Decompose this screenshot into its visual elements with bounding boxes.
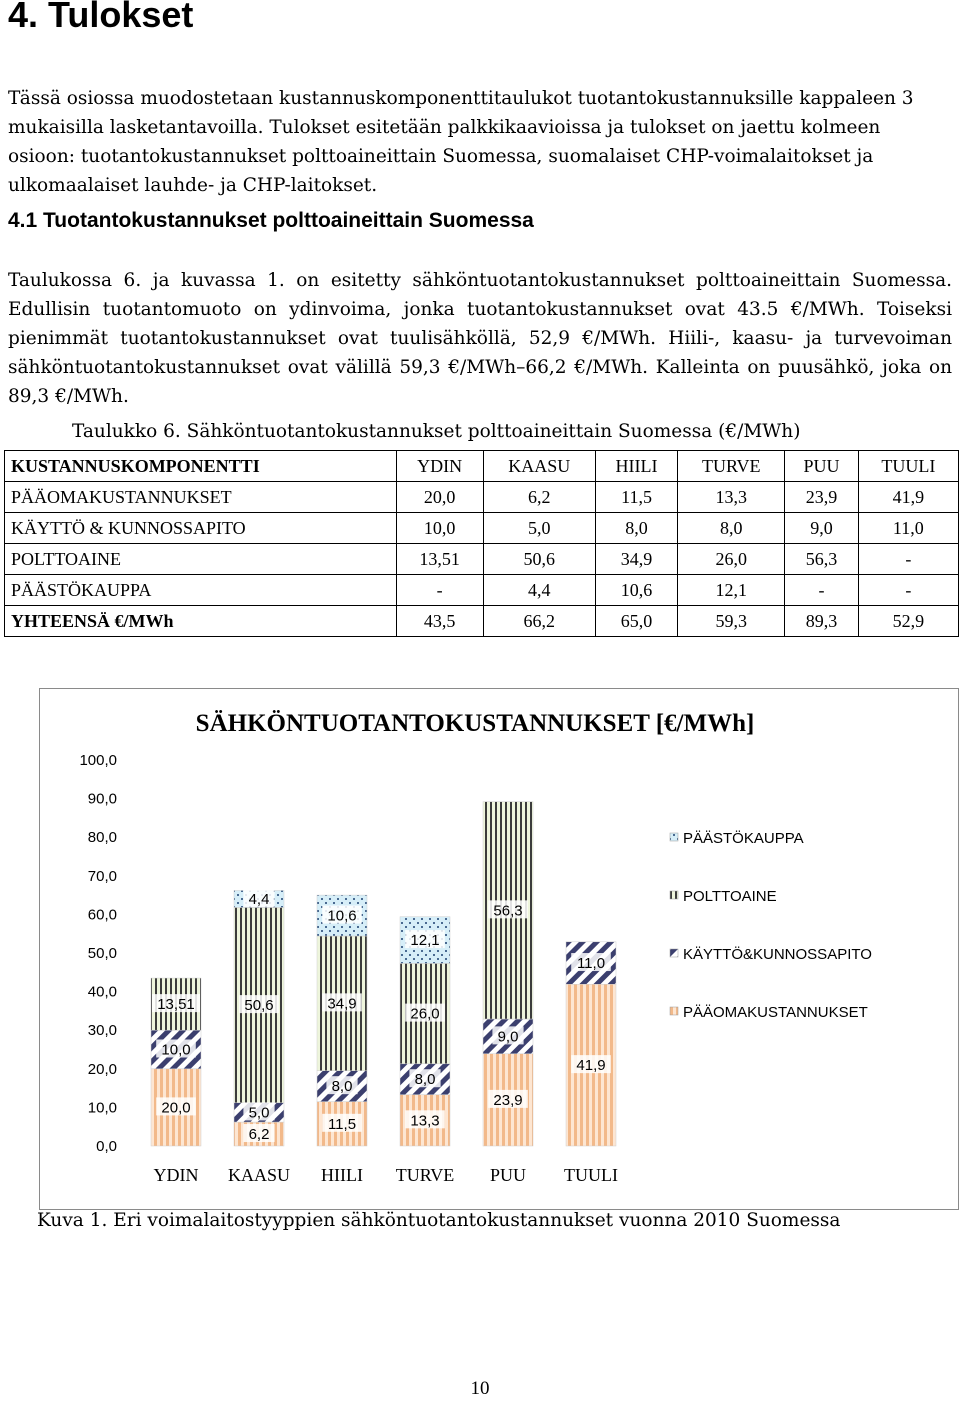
data-label: 8,0 [331, 1078, 353, 1096]
data-label: 4,4 [248, 890, 270, 908]
legend-swatch [670, 891, 678, 899]
data-label: 12,1 [410, 932, 440, 950]
table-cell: 12,1 [678, 575, 785, 606]
data-label: 56,3 [493, 902, 523, 920]
y-tick-label: 90,0 [87, 790, 117, 808]
chart-title: SÄHKÖNTUOTANTOKUSTANNUKSET [€/MWh] [195, 710, 755, 737]
table-cell: 10,0 [396, 513, 483, 544]
y-tick-label: 100,0 [79, 752, 117, 769]
y-tick-label: 70,0 [87, 867, 117, 885]
table-cell: 26,0 [678, 544, 785, 575]
x-tick-label: TURVE [395, 1165, 455, 1185]
y-tick-label: 0,0 [96, 1138, 117, 1155]
section-title: 4. Tulokset [8, 0, 194, 35]
data-label: 20,0 [161, 1099, 191, 1117]
data-label: 9,0 [497, 1028, 519, 1046]
table-cell: YHTEENSÄ €/MWh [5, 606, 397, 637]
table-header-cell: TUULI [858, 451, 958, 482]
x-tick-label: PUU [489, 1165, 527, 1185]
y-tick-label: 50,0 [87, 945, 117, 962]
table-cell: 11,5 [595, 482, 677, 513]
table-header-cell: YDIN [396, 451, 483, 482]
table-cell: KÄYTTÖ & KUNNOSSAPITO [5, 513, 397, 544]
table-row [5, 544, 959, 575]
page-number: 10 [470, 1378, 490, 1399]
table-cell: 5,0 [483, 513, 595, 544]
table-cell: 52,9 [858, 606, 958, 637]
y-tick-label: 30,0 [87, 1022, 117, 1040]
table-cell: 6,2 [483, 482, 595, 513]
legend-swatch [670, 833, 678, 841]
data-label: 26,0 [410, 1005, 440, 1023]
table-cell: - [858, 575, 958, 606]
subsection-title: 4.1 Tuotantokustannukset polttoaineittain Suomessa [8, 209, 534, 232]
table-cell: 9,0 [785, 513, 858, 544]
legend-label: PÄÄSTÖKAUPPA [683, 830, 804, 847]
table-total-row [5, 606, 959, 637]
table-cell: PÄÄSTÖKAUPPA [5, 575, 397, 606]
y-tick-label: 20,0 [87, 1060, 117, 1078]
data-label: 5,0 [248, 1104, 270, 1122]
x-tick-label: HIILI [321, 1165, 363, 1185]
table-caption: Taulukko 6. Sähköntuotantokustannukset polttoaineittain Suomessa (€/MWh) [72, 421, 801, 442]
table-cell: 13,3 [678, 482, 785, 513]
figure-caption: Kuva 1. Eri voimalaitostyyppien sähköntuotantokustannukset vuonna 2010 Suomessa [37, 1210, 841, 1231]
table-cell: 8,0 [678, 513, 785, 544]
table-cell: 50,6 [483, 544, 595, 575]
table-header-cell: PUU [785, 451, 858, 482]
cost-chart [40, 689, 958, 1209]
table-cell: 89,3 [785, 606, 858, 637]
table-cell: PÄÄOMAKUSTANNUKSET [5, 482, 397, 513]
data-label: 8,0 [414, 1071, 436, 1089]
table-cell: 13,51 [396, 544, 483, 575]
legend-label: PÄÄOMAKUSTANNUKSET [683, 1004, 868, 1021]
table-cell: 4,4 [483, 575, 595, 606]
data-label: 6,2 [248, 1126, 270, 1144]
table-cell: 34,9 [595, 544, 677, 575]
data-label: 11,0 [576, 955, 606, 973]
intro-paragraph: Tässä osiossa muodostetaan kustannuskomponenttitaulukot tuotantokustannuksille kappaleen 3 mukaisilla lasketantavoilla. Tulokset esitetään palkkikaavioissa ja tulokset on jaettu kolmeen osioon: tuotantokustannukset polttoaineittain Suomessa, suomalaiset CHP-voimalaitokset ja ulkomaalaiset lauhde- ja CHP-laitokset. [8, 88, 914, 196]
legend-swatch [670, 1007, 678, 1015]
data-label: 10,0 [161, 1041, 191, 1059]
y-tick-label: 10,0 [87, 1099, 117, 1117]
cost-chart-frame [39, 688, 959, 1210]
table-cell: 43,5 [396, 606, 483, 637]
table-cell: 41,9 [858, 482, 958, 513]
table-cell: - [785, 575, 858, 606]
data-label: 23,9 [493, 1091, 523, 1109]
y-tick-label: 60,0 [87, 906, 117, 924]
table-cell: 56,3 [785, 544, 858, 575]
table-header-cell: KAASU [483, 451, 595, 482]
table-cell: - [396, 575, 483, 606]
table-cell: 8,0 [595, 513, 677, 544]
table-row [5, 513, 959, 544]
legend-swatch [670, 949, 678, 957]
table-header-cell: KUSTANNUSKOMPONENTTI [5, 451, 397, 482]
table-header-cell: TURVE [678, 451, 785, 482]
x-tick-label: KAASU [227, 1165, 291, 1185]
table-cell: 11,0 [858, 513, 958, 544]
subsection-paragraph: Taulukossa 6. ja kuvassa 1. on esitetty sähköntuotantokustannukset polttoaineittain Suomessa. Edullisin tuotantomuoto on ydinvoima, jonka tuotantokustannukset ovat 43.5 €/MWh. Toiseksi pienimmät tuotantokustannukset ovat tuulisähköllä, 52,9 €/MWh. Hiili-, kaasu- ja turvevoiman sähköntuotantokustannukset ovat välillä 59,3 €/MWh–66,2 €/MWh. Kalleinta on puusähkö, joka on 89,3 €/MWh. [8, 270, 952, 407]
x-tick-label: TUULI [564, 1165, 618, 1185]
legend-label: KÄYTTÖ&KUNNOSSAPITO [683, 946, 872, 963]
table-row [5, 575, 959, 606]
table-cell: 23,9 [785, 482, 858, 513]
y-tick-label: 40,0 [87, 983, 117, 1001]
table-header-cell: HIILI [595, 451, 677, 482]
data-label: 50,6 [244, 997, 274, 1015]
data-label: 10,6 [327, 907, 357, 925]
table-cell: 66,2 [483, 606, 595, 637]
data-label: 34,9 [327, 995, 357, 1013]
table-cell: 65,0 [595, 606, 677, 637]
x-tick-label: YDIN [153, 1165, 199, 1185]
data-label: 13,51 [157, 996, 195, 1014]
table-cell: 20,0 [396, 482, 483, 513]
data-label: 11,5 [327, 1115, 357, 1133]
data-label: 13,3 [410, 1112, 440, 1130]
table-cell: 10,6 [595, 575, 677, 606]
table-header-row [5, 451, 959, 482]
table-cell: - [858, 544, 958, 575]
y-tick-label: 80,0 [87, 829, 117, 847]
table-cell: 59,3 [678, 606, 785, 637]
data-label: 41,9 [576, 1057, 606, 1075]
table-row [5, 482, 959, 513]
cost-table [4, 450, 959, 637]
table-cell: POLTTOAINE [5, 544, 397, 575]
legend-label: POLTTOAINE [683, 888, 777, 905]
